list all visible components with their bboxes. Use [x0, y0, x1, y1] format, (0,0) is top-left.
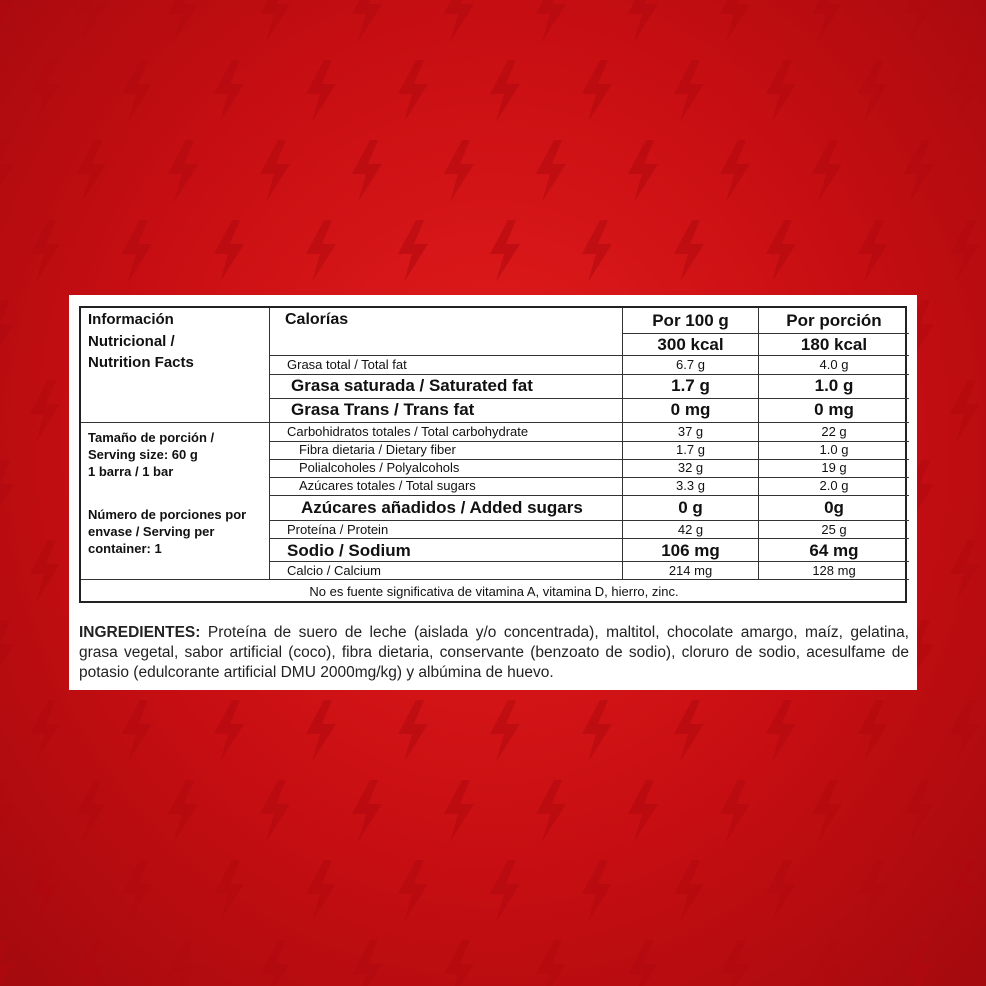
lightning-bolt-icon	[904, 940, 934, 986]
nutrient-per100-protein: 42 g	[677, 522, 704, 537]
lightning-bolt-icon	[168, 780, 198, 842]
lightning-bolt-icon	[0, 460, 14, 522]
nutrient-label-trans-fat: Grasa Trans / Trans fat	[291, 400, 475, 419]
ingredients-block	[79, 623, 909, 683]
nutrient-serving-trans-fat: 0 mg	[814, 400, 854, 419]
nutrient-per100-polyalcohols: 32 g	[677, 460, 704, 475]
lightning-bolt-icon	[0, 300, 14, 362]
lightning-bolt-icon	[720, 140, 750, 202]
nutrient-serving-total-carbohydrate: 22 g	[821, 424, 847, 439]
lightning-bolt-icon	[214, 60, 244, 122]
lightning-bolt-icon	[858, 60, 888, 122]
nutrient-per100-added-sugars: 0 g	[678, 498, 703, 517]
lightning-bolt-icon	[122, 60, 152, 122]
lightning-bolt-icon	[720, 780, 750, 842]
lightning-bolt-icon	[168, 0, 198, 42]
servings-per-container-line-3: container: 1	[88, 541, 162, 556]
lightning-bolt-icon	[904, 0, 934, 42]
lightning-bolt-icon	[490, 220, 520, 282]
lightning-bolt-icon	[214, 700, 244, 762]
nutrient-serving-sodium: 64 mg	[809, 541, 859, 560]
lightning-bolt-icon	[122, 700, 152, 762]
lightning-bolt-icon	[720, 940, 750, 986]
lightning-bolt-icon	[398, 860, 428, 922]
lightning-bolt-icon	[306, 220, 336, 282]
lightning-bolt-icon	[444, 0, 474, 42]
calories-label: Calorías	[285, 311, 349, 328]
panel-title-line-2: Nutricional /	[88, 333, 175, 350]
serving-size-line-1: Tamaño de porción /	[88, 430, 215, 445]
lightning-bolt-icon	[352, 0, 382, 42]
lightning-bolt-icon	[628, 0, 658, 42]
calories-per-serving: 180 kcal	[800, 335, 868, 354]
lightning-bolt-icon	[444, 140, 474, 202]
lightning-bolt-icon	[858, 700, 888, 762]
lightning-bolt-icon	[950, 540, 980, 602]
lightning-bolt-icon	[76, 940, 106, 986]
nutrient-per100-dietary-fiber: 1.7 g	[676, 442, 705, 457]
lightning-bolt-icon	[858, 860, 888, 922]
lightning-bolt-icon	[168, 140, 198, 202]
lightning-bolt-icon	[582, 860, 612, 922]
nutrient-serving-added-sugars: 0g	[824, 498, 844, 517]
nutrient-serving-total-fat: 4.0 g	[819, 357, 849, 372]
nutrient-per100-total-sugars: 3.3 g	[676, 478, 705, 493]
lightning-bolt-icon	[950, 380, 980, 442]
lightning-bolt-icon	[352, 780, 382, 842]
lightning-bolt-icon	[30, 860, 60, 922]
lightning-bolt-icon	[950, 700, 980, 762]
lightning-bolt-icon	[766, 220, 796, 282]
nutrient-label-calcium: Calcio / Calcium	[287, 563, 381, 578]
lightning-bolt-icon	[812, 140, 842, 202]
servings-per-container-line-2: envase / Serving per	[88, 524, 215, 539]
lightning-bolt-icon	[582, 220, 612, 282]
panel-title-line-1: Información	[88, 311, 174, 328]
lightning-bolt-icon	[490, 700, 520, 762]
per-serving-header: Por porción	[786, 311, 882, 330]
lightning-bolt-icon	[858, 220, 888, 282]
nutrient-label-sodium: Sodio / Sodium	[287, 541, 411, 560]
nutrient-label-saturated-fat: Grasa saturada / Saturated fat	[291, 376, 533, 395]
lightning-bolt-icon	[536, 780, 566, 842]
nutrient-label-total-sugars: Azúcares totales / Total sugars	[299, 478, 476, 493]
lightning-bolt-icon	[812, 0, 842, 42]
lightning-bolt-icon	[30, 60, 60, 122]
lightning-bolt-icon	[0, 940, 14, 986]
lightning-bolt-icon	[950, 220, 980, 282]
calories-per-100g: 300 kcal	[657, 335, 724, 354]
lightning-bolt-icon	[214, 220, 244, 282]
lightning-bolt-icon	[260, 780, 290, 842]
lightning-bolt-icon	[398, 700, 428, 762]
nutrition-facts-table	[79, 306, 907, 603]
lightning-bolt-icon	[30, 220, 60, 282]
per-100g-header: Por 100 g	[652, 311, 729, 330]
lightning-bolt-icon	[812, 780, 842, 842]
lightning-bolt-icon	[76, 140, 106, 202]
serving-size-line-3: 1 barra / 1 bar	[88, 464, 174, 479]
lightning-bolt-icon	[398, 220, 428, 282]
nutrient-label-polyalcohols: Polialcoholes / Polyalcohols	[299, 460, 460, 475]
lightning-bolt-icon	[30, 700, 60, 762]
ingredients-heading: INGREDIENTES:	[79, 624, 201, 641]
lightning-bolt-icon	[628, 780, 658, 842]
lightning-bolt-icon	[536, 140, 566, 202]
lightning-bolt-icon	[122, 860, 152, 922]
lightning-bolt-icon	[398, 60, 428, 122]
lightning-bolt-icon	[904, 140, 934, 202]
lightning-bolt-icon	[444, 940, 474, 986]
lightning-bolt-icon	[30, 380, 60, 442]
nutrient-per100-total-fat: 6.7 g	[676, 357, 705, 372]
lightning-bolt-icon	[260, 0, 290, 42]
lightning-bolt-icon	[674, 60, 704, 122]
lightning-bolt-icon	[444, 780, 474, 842]
lightning-bolt-icon	[260, 940, 290, 986]
footnote: No es fuente significativa de vitamina A, vitamina D, hierro, zinc.	[309, 584, 679, 599]
nutrient-per100-calcium: 214 mg	[668, 563, 713, 578]
lightning-bolt-icon	[76, 780, 106, 842]
lightning-bolt-icon	[0, 0, 14, 42]
lightning-bolt-icon	[306, 700, 336, 762]
lightning-bolt-icon	[490, 860, 520, 922]
nutrient-per100-saturated-fat: 1.7 g	[671, 376, 710, 395]
lightning-bolt-icon	[0, 780, 14, 842]
nutrient-serving-dietary-fiber: 1.0 g	[819, 442, 849, 457]
lightning-bolt-icon	[260, 140, 290, 202]
lightning-bolt-icon	[0, 140, 14, 202]
nutrient-serving-saturated-fat: 1.0 g	[814, 376, 854, 395]
lightning-bolt-icon	[766, 700, 796, 762]
nutrition-label-card	[69, 295, 917, 690]
lightning-bolt-icon	[536, 940, 566, 986]
nutrient-label-total-fat: Grasa total / Total fat	[287, 357, 407, 372]
nutrient-serving-total-sugars: 2.0 g	[819, 478, 849, 493]
ingredients-text: Proteína de suero de leche (aislada y/o concentrada), maltitol, chocolate amargo, maíz, gelatina, grasa vegetal, sabor artificial (coco), fibra dietaria, conservante (benzoato de sodio), cloruro de sodio, acesulfame de potasio (edulcorante artificial DMU 2000mg/kg) y albúmina de huevo.	[79, 624, 909, 681]
lightning-bolt-icon	[490, 60, 520, 122]
nutrient-per100-sodium: 106 mg	[661, 541, 720, 560]
lightning-bolt-icon	[306, 60, 336, 122]
nutrient-serving-calcium: 128 mg	[812, 563, 856, 578]
lightning-bolt-icon	[904, 780, 934, 842]
lightning-bolt-icon	[582, 700, 612, 762]
lightning-bolt-icon	[950, 860, 980, 922]
nutrient-label-total-carbohydrate: Carbohidratos totales / Total carbohydrate	[287, 424, 529, 439]
lightning-bolt-icon	[168, 940, 198, 986]
lightning-bolt-icon	[76, 0, 106, 42]
serving-size-line-2: Serving size: 60 g	[88, 447, 198, 462]
lightning-bolt-icon	[306, 860, 336, 922]
lightning-bolt-icon	[582, 60, 612, 122]
lightning-bolt-icon	[674, 860, 704, 922]
lightning-bolt-icon	[352, 140, 382, 202]
lightning-bolt-icon	[536, 0, 566, 42]
servings-per-container-line-1: Número de porciones por	[88, 507, 247, 522]
panel-title-line-3: Nutrition Facts	[88, 354, 194, 371]
lightning-bolt-icon	[674, 220, 704, 282]
lightning-bolt-icon	[0, 620, 14, 682]
nutrient-per100-total-carbohydrate: 37 g	[677, 424, 704, 439]
lightning-bolt-icon	[628, 940, 658, 986]
lightning-bolt-icon	[214, 860, 244, 922]
lightning-bolt-icon	[122, 220, 152, 282]
nutrient-serving-polyalcohols: 19 g	[821, 460, 847, 475]
lightning-bolt-icon	[812, 940, 842, 986]
lightning-bolt-icon	[30, 540, 60, 602]
lightning-bolt-icon	[352, 940, 382, 986]
lightning-bolt-icon	[674, 700, 704, 762]
nutrient-label-protein: Proteína / Protein	[287, 522, 389, 537]
lightning-bolt-icon	[766, 60, 796, 122]
lightning-bolt-icon	[950, 60, 980, 122]
nutrient-label-dietary-fiber: Fibra dietaria / Dietary fiber	[299, 442, 456, 457]
nutrient-serving-protein: 25 g	[821, 522, 847, 537]
lightning-bolt-icon	[720, 0, 750, 42]
nutrient-label-added-sugars: Azúcares añadidos / Added sugars	[301, 498, 583, 517]
lightning-bolt-icon	[766, 860, 796, 922]
lightning-bolt-icon	[628, 140, 658, 202]
nutrient-per100-trans-fat: 0 mg	[670, 400, 711, 419]
